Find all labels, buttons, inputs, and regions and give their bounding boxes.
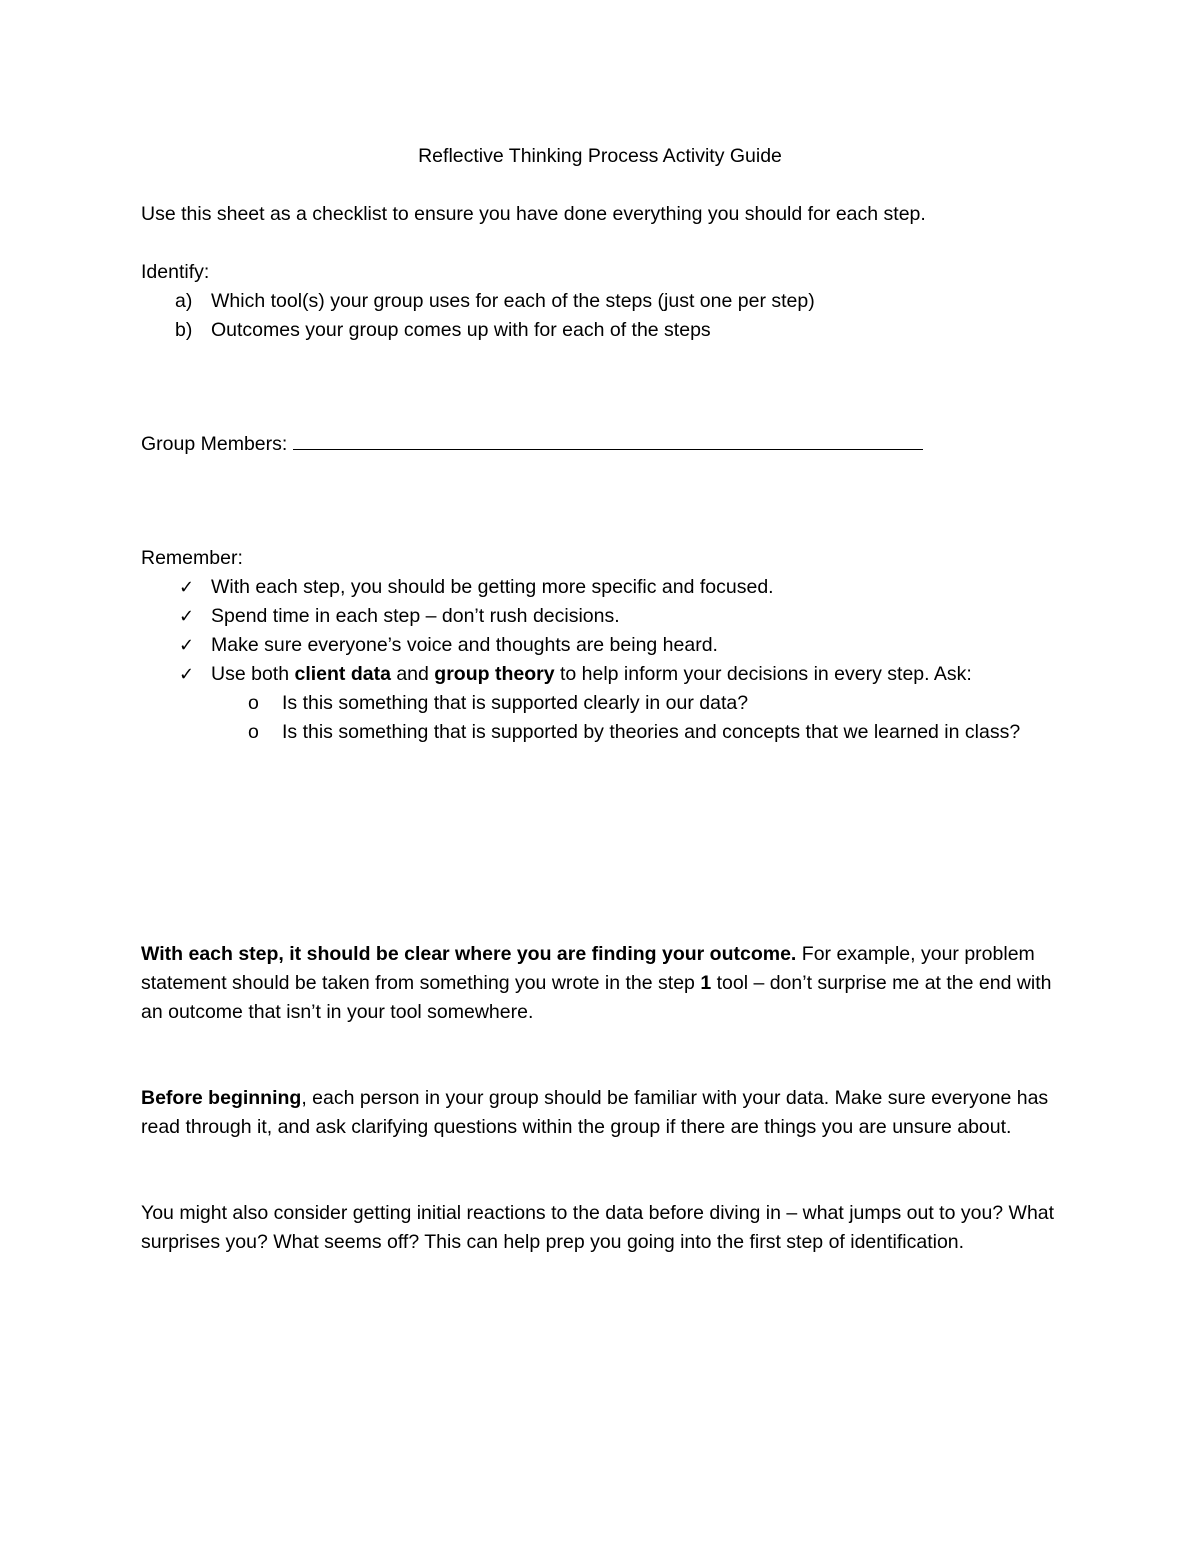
initial-reactions-paragraph: You might also consider getting initial reactions to the data before diving in – what jumps out to you? What surprises you? What seems off? This can help prep you going into the first step of identification.	[141, 1201, 1055, 1253]
list-item-text: Which tool(s) your group uses for each of the steps (just one per step)	[211, 290, 815, 312]
checklist-item	[141, 573, 1071, 602]
remember-label: Remember:	[141, 547, 243, 569]
remember-checklist	[141, 573, 1071, 689]
sublist-item	[141, 689, 1071, 718]
checklist-item	[141, 602, 1071, 631]
outcome-paragraph	[141, 940, 1066, 1027]
text-segment: and	[390, 663, 435, 685]
checklist-item-text: Spend time in each step – don’t rush decisions.	[211, 605, 620, 627]
text-segment: For example, your problem statement should be taken from something you wrote in the step	[141, 942, 1035, 994]
checklist-item	[141, 660, 1071, 689]
group-members-label: Group Members:	[141, 433, 288, 455]
text-segment: , each person in your group should be familiar with your data. Make sure everyone has read through it, and ask clarifying questions within the group if there are things you are unsure about.	[141, 1086, 1049, 1138]
sublist-item	[141, 718, 1071, 747]
list-marker: b)	[175, 319, 193, 341]
group-members-blank-line[interactable]	[293, 431, 923, 450]
checkmark-icon: ✓	[179, 577, 195, 598]
checkmark-icon: ✓	[179, 606, 195, 627]
text-segment: Use both	[211, 663, 295, 685]
checklist-item-text	[211, 660, 972, 689]
checkmark-icon: ✓	[179, 664, 195, 685]
identify-label: Identify:	[141, 261, 210, 283]
sublist-item-text: Is this something that is supported by theories and concepts that we learned in class?	[282, 721, 1021, 743]
checkmark-icon: ✓	[179, 635, 195, 656]
bold-text-group-theory: group theory	[434, 663, 555, 685]
bold-text-before-beginning: Before beginning	[141, 1086, 302, 1109]
before-beginning-paragraph	[141, 1084, 1066, 1142]
text-segment: tool – don’t surprise me at the end with an outcome that isn’t in your tool somewhere.	[141, 971, 1052, 1023]
bullet-icon: o	[248, 721, 259, 743]
bullet-icon: o	[248, 692, 259, 714]
intro-text: Use this sheet as a checklist to ensure you have done everything you should for each step.	[141, 203, 926, 225]
checklist-item-text: Make sure everyone’s voice and thoughts are being heard.	[211, 634, 718, 656]
list-item-text: Outcomes your group comes up with for each of the steps	[211, 319, 711, 341]
bold-text-step-number: 1	[700, 971, 712, 994]
sublist-item-text: Is this something that is supported clearly in our data?	[282, 692, 749, 714]
bold-text-client-data: client data	[294, 663, 391, 685]
bold-text-outcome: With each step, it should be clear where you are finding your outcome.	[141, 942, 797, 965]
checklist-item-text: With each step, you should be getting more specific and focused.	[211, 576, 774, 598]
ask-sublist	[141, 689, 1071, 747]
list-marker: a)	[175, 290, 193, 312]
checklist-item	[141, 631, 1071, 660]
document-title: Reflective Thinking Process Activity Guide	[418, 145, 782, 167]
group-members-field	[141, 430, 923, 459]
text-segment: to help inform your decisions in every step. Ask:	[554, 663, 972, 685]
